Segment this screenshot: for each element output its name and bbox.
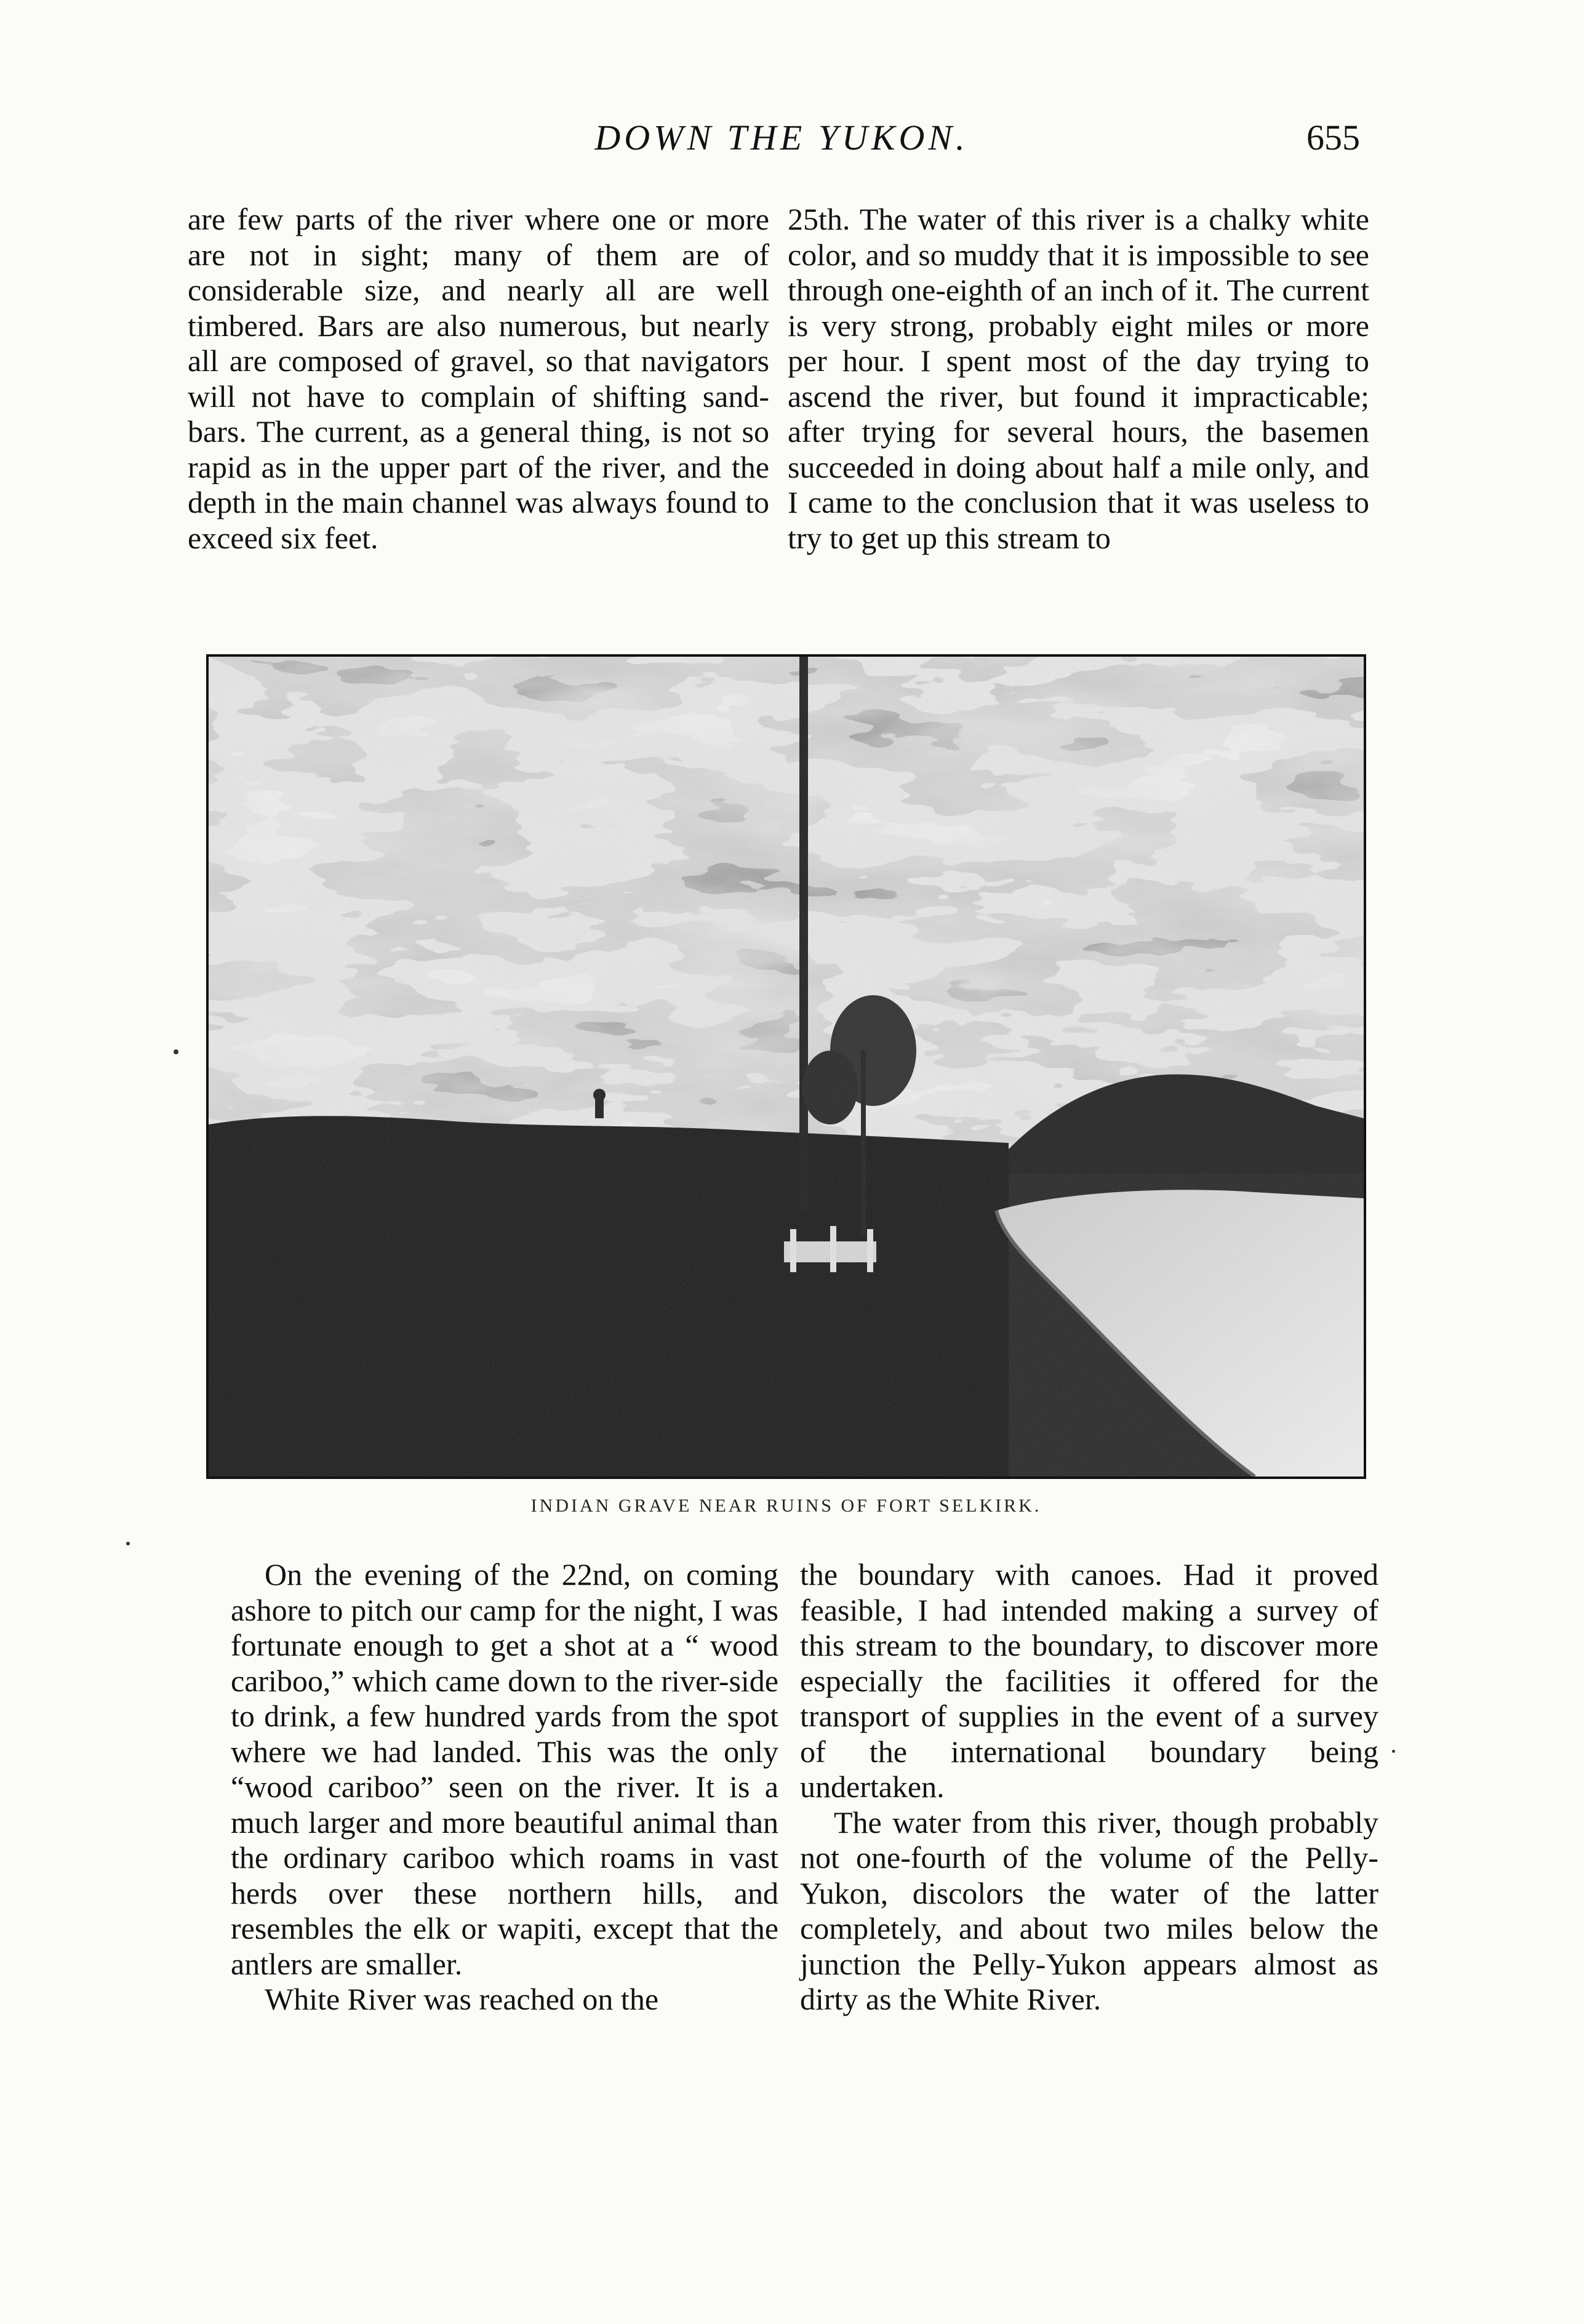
halftone-grain (209, 657, 1364, 1477)
paragraph: are few parts of the river where one or more are not in sight; many of them are of considerable size, and nearly all are well timbered. Bars are also numerous, but nearly all are composed of gravel, so that navigators will not have to complain of shifting sand-bars. The current, as a general thing, is not so rapid as in the upper part of the river, and the depth in the main channel was always found to exceed six feet. (188, 202, 769, 555)
column-bottom-right (800, 1557, 1378, 2017)
photo-illustration (209, 657, 1364, 1477)
figure-caption: INDIAN GRAVE NEAR RUINS OF FORT SELKIRK. (530, 1496, 1042, 1516)
page-header (203, 117, 1360, 172)
paragraph: White River was reached on the (265, 1982, 659, 2016)
paragraph: On the evening of the 22nd, on coming ashore to pitch our camp for the night, I was fortunate enough to get a shot at a “ wood cariboo,” which came down to the river-side to drink, a few hundred yards from the spot where we had landed. This was the only “wood cariboo” seen on the river. It is a much larger and more beautiful animal than the ordinary cariboo which roams in vast herds over these northern hills, and resembles the elk or wapiti, except that the antlers are smaller. (231, 1557, 778, 1981)
paragraph: 25th. The water of this river is a chalky white color, and so muddy that it is impossible to see through one-eighth of an inch of it. The current is very strong, probably eight miles or more per hour. I spent most of the day trying to ascend the river, but found it impracticable; after trying for several hours, the basemen succeeded in doing about half a mile only, and I came to the conclusion that it was useless to try to get up this stream to (788, 202, 1369, 555)
page-number: 655 (1306, 118, 1360, 158)
column-top-left (188, 202, 769, 556)
paragraph: the boundary with canoes. Had it proved feasible, I had intended making a survey of this stream to the boundary, to discover more especially the facilities it offered for the transport of supplies in the event of a survey of the international boundary being undertaken. (800, 1557, 1378, 1804)
print-speck (174, 1049, 178, 1054)
running-title: DOWN THE YUKON. (594, 118, 969, 158)
paragraph: The water from this river, though probably not one-fourth of the volume of the Pelly-Yukon, discolors the water of the latter completely, and about two miles below the junction the Pelly-Yukon appears almost as dirty as the White River. (800, 1805, 1378, 2016)
column-top-right (788, 202, 1369, 556)
print-speck (1392, 1750, 1395, 1753)
column-bottom-left (231, 1557, 778, 2017)
print-speck (126, 1542, 130, 1545)
photograph-indian-grave (206, 654, 1366, 1479)
